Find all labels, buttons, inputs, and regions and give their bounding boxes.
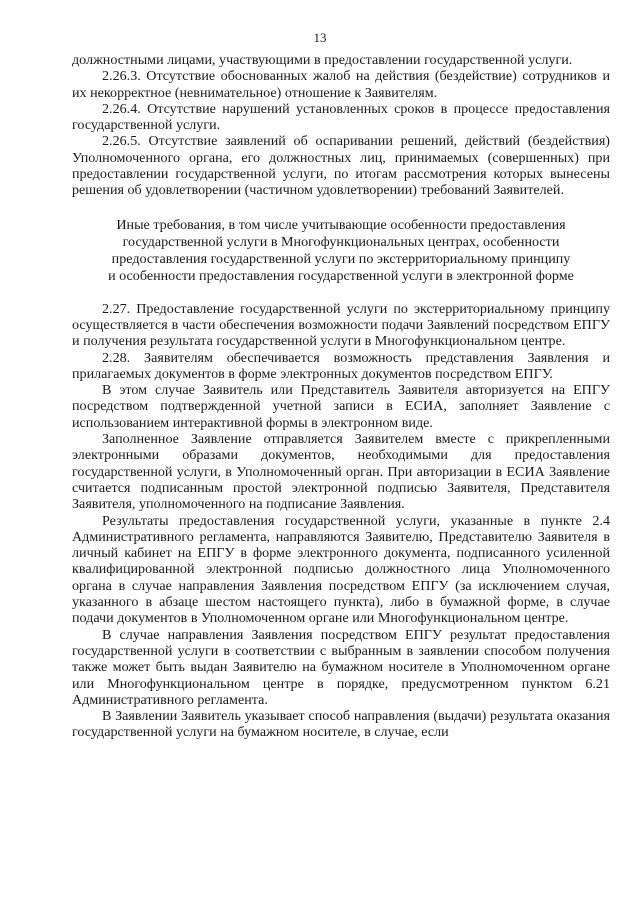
section-heading-line: и особенности предоставления государственной услуги в электронной форме [108, 267, 574, 284]
paragraph-2-26-4: 2.26.4. Отсутствие нарушений установленных сроков в процессе предоставления государственной услуги. [72, 100, 610, 134]
paragraph-2-28: 2.28. Заявителям обеспечивается возможность представления Заявления и прилагаемых документов в форме электронных документов посредством ЕПГУ. [72, 349, 610, 382]
paragraph-delivery-method: В Заявлении Заявитель указывает способ направления (выдачи) результата оказания государственной услуги на бумажном носителе, в случае, если [72, 708, 610, 741]
paragraph-submission: Заполненное Заявление отправляется Заявителем вместе с прикрепленными электронными образами документов, необходимыми для предоставления государственной услуги, в Уполномоченный орган. При авторизации в ЕСИА Заявление считается подписанным простой электронной подписью Заявителя, Представителя Заявителя, уполномоченного на подписание Заявления. [72, 431, 610, 513]
paragraph-2-27: 2.27. Предоставление государственной услуги по экстерриториальному принципу осуществляется в части обеспечения возможности подачи Заявлений посредством ЕПГУ и получения результата государственной услуги в Многофункциональном центре. [72, 300, 610, 350]
section-heading-line: государственной услуги в Многофункциональных центрах, особенности [122, 233, 560, 250]
section-heading [72, 217, 610, 285]
paragraph-2-26-5: 2.26.5. Отсутствие заявлений об оспаривании решений, действий (бездействия) Уполномоченного органа, его должностных лиц, принимаемых (совершенных) при предоставлении государственной услуги, по итогам рассмотрения которых вынесены решения об удовлетворении (частичном удовлетворении) требований Заявителей. [72, 133, 610, 199]
section-heading-line: Иные требования, в том числе учитывающие особенности предоставления [116, 216, 566, 233]
paragraph-2-26-3: 2.26.3. Отсутствие обоснованных жалоб на действия (бездействие) сотрудников и их некорректное (невнимательное) отношение к Заявителям. [72, 68, 610, 101]
paragraph-paper-result: В случае направления Заявления посредством ЕПГУ результат предоставления государственной услуги в соответствии с выбранным в заявлении способом получения также может быть выдан Заявителю на бумажном носителе в Уполномоченном органе или Многофункциональном центре в порядке, предусмотренном пунктом 6.21 Административного регламента. [72, 626, 610, 708]
document-body [72, 52, 610, 741]
paragraph-results: Результаты предоставления государственной услуги, указанные в пункте 2.4 Административного регламента, направляются Заявителю, Представителю Заявителя в личный кабинет на ЕПГУ в форме электронного документа, подписанного усиленной квалифицированной электронной подписью должностного лица Уполномоченного органа в случае направления Заявления посредством ЕПГУ (за исключением случая, указанного в абзаце шестом настоящего пункта), либо в бумажной форме, в случае подачи документов в Уполномоченном органе или Многофункциональном центре. [72, 512, 610, 627]
page-number: 13 [313, 30, 327, 45]
section-heading-line: предоставления государственной услуги по экстерриториальному принципу [111, 250, 571, 267]
paragraph-continuation: должностными лицами, участвующими в предоставлении государственной услуги. [72, 52, 573, 68]
paragraph-authorization: В этом случае Заявитель или Представитель Заявителя авторизуется на ЕПГУ посредством подтвержденной учетной записи в ЕСИА, заполняет Заявление с использованием интерактивной формы в электронном виде. [72, 382, 610, 431]
